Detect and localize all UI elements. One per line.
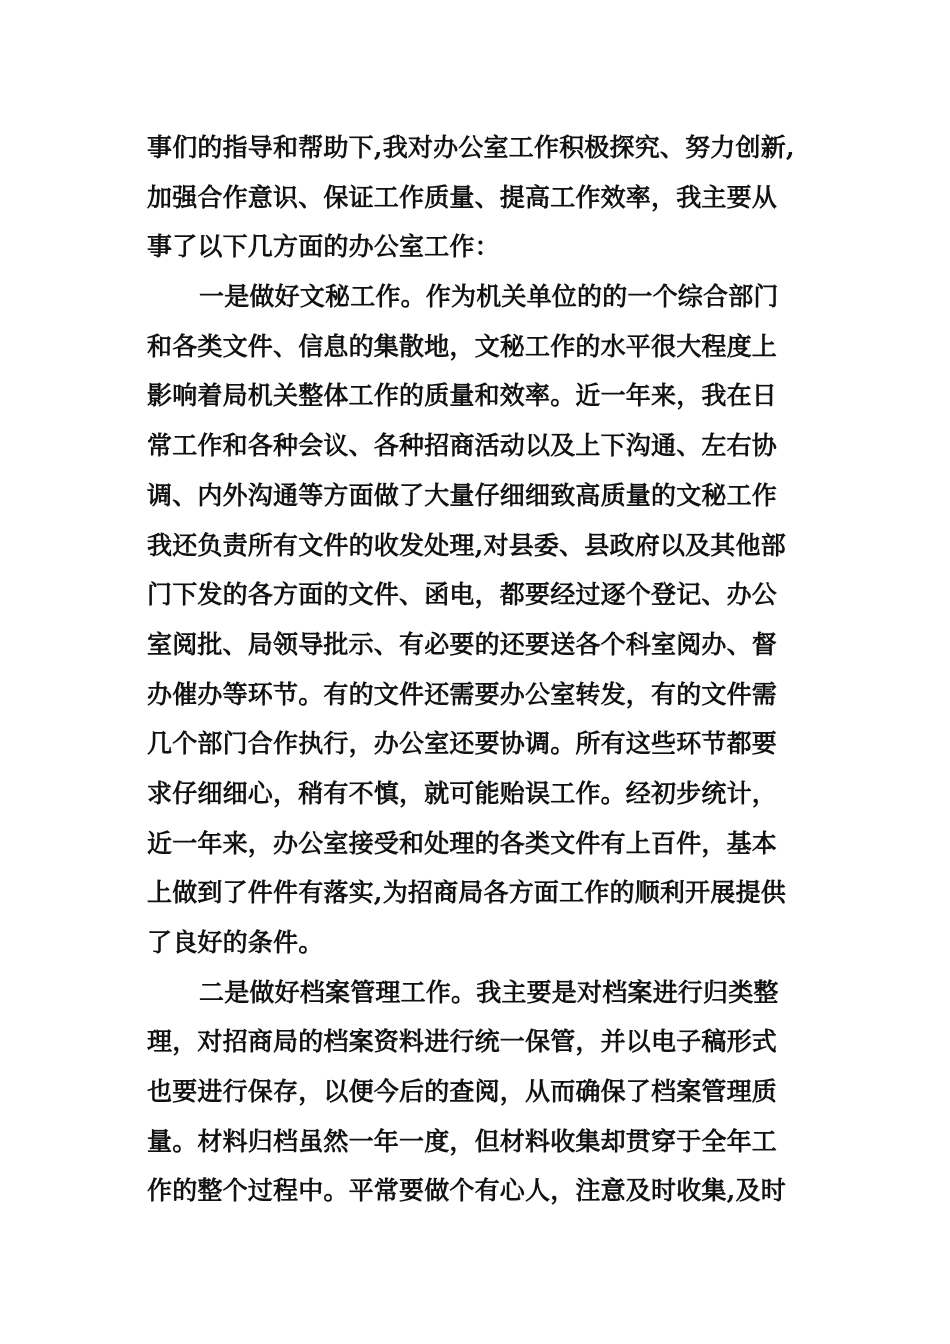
text-line: 我还负责所有文件的收发处理,对县委、县政府以及其他部 bbox=[147, 530, 786, 560]
text-line: 求仔细细心，稍有不慎，就可能贻误工作。经初步统计， bbox=[147, 778, 778, 808]
paragraph-start-line: 二是做好档案管理工作。我主要是对档案进行归类整 bbox=[199, 977, 779, 1007]
text-line: 量。材料归档虽然一年一度，但材料收集却贯穿于全年工 bbox=[147, 1126, 778, 1156]
text-line: 常工作和各种会议、各种招商活动以及上下沟通、左右协 bbox=[147, 431, 778, 461]
text-line: 影响着局机关整体工作的质量和效率。近一年来，我在日 bbox=[147, 381, 778, 411]
paragraph-start-line: 一是做好文秘工作。作为机关单位的的一个综合部门 bbox=[199, 282, 779, 312]
text-line: 作的整个过程中。平常要做个有心人，注意及时收集,及时 bbox=[147, 1176, 786, 1206]
text-line: 上做到了件件有落实,为招商局各方面工作的顺利开展提供 bbox=[147, 878, 786, 908]
text-line: 室阅批、局领导批示、有必要的还要送各个科室阅办、督 bbox=[147, 629, 778, 659]
text-line: 事了以下几方面的办公室工作： bbox=[147, 232, 500, 262]
text-line: 也要进行保存，以便今后的查阅，从而确保了档案管理质 bbox=[147, 1077, 778, 1107]
text-line: 事们的指导和帮助下,我对办公室工作积极探究、努力创新, bbox=[147, 133, 795, 162]
body-text bbox=[147, 123, 827, 1216]
text-line: 理，对招商局的档案资料进行统一保管，并以电子稿形式 bbox=[147, 1027, 778, 1057]
text-line: 门下发的各方面的文件、函电，都要经过逐个登记、办公 bbox=[147, 580, 778, 610]
text-line: 几个部门合作执行，办公室还要协调。所有这些环节都要 bbox=[147, 729, 778, 759]
text-line: 办催办等环节。有的文件还需要办公室转发，有的文件需 bbox=[147, 679, 778, 709]
text-line: 加强合作意识、保证工作质量、提高工作效率，我主要从 bbox=[147, 182, 778, 212]
text-line: 近一年来，办公室接受和处理的各类文件有上百件，基本 bbox=[147, 828, 778, 858]
text-line: 调、内外沟通等方面做了大量仔细细致高质量的文秘工作 bbox=[147, 480, 778, 510]
text-line: 和各类文件、信息的集散地，文秘工作的水平很大程度上 bbox=[147, 331, 778, 361]
text-line: 了良好的条件。 bbox=[147, 928, 324, 957]
